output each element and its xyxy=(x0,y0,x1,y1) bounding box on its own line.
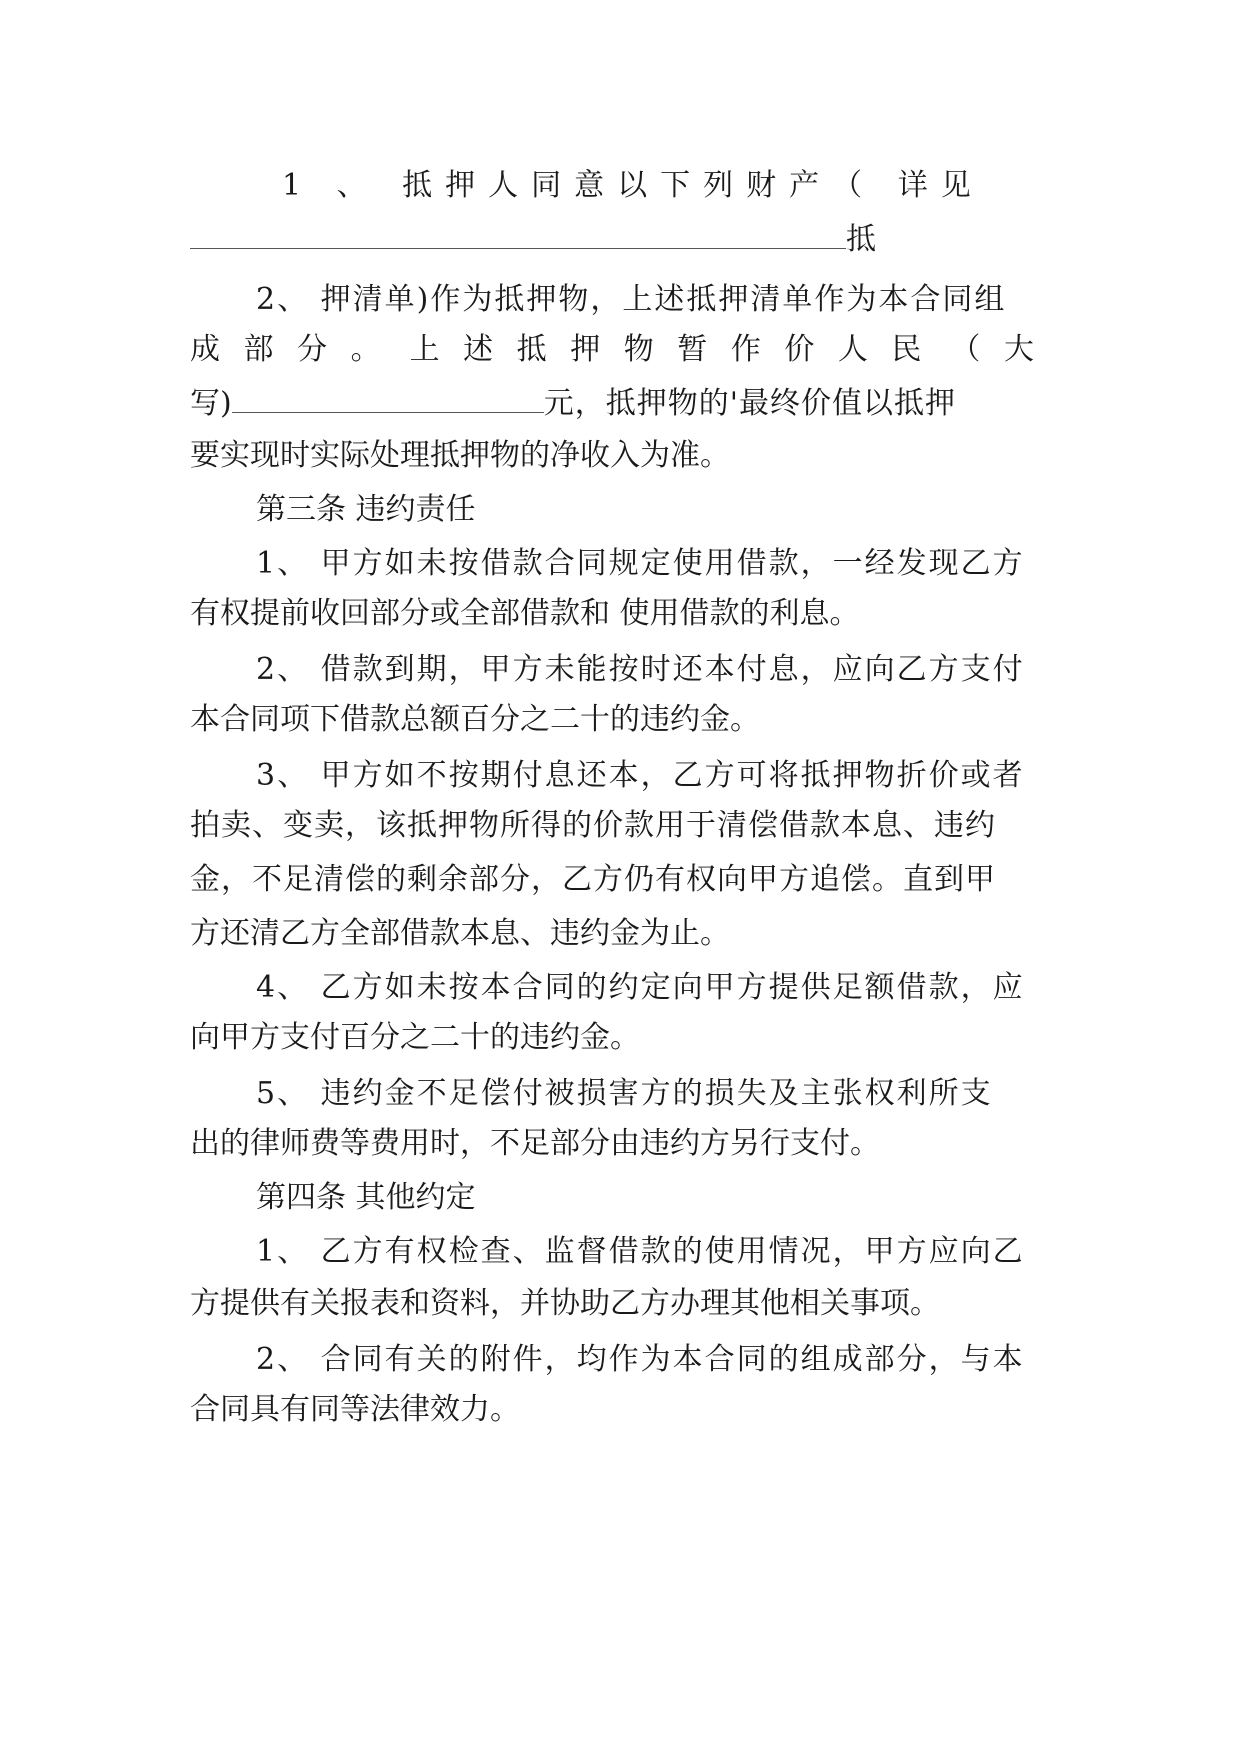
clause-2-prefix: 写) xyxy=(190,386,232,421)
clause-2-line-2: 成 部 分 。 上 述 抵 押 物 暂 作 价 人 民 （ 大 xyxy=(190,332,1041,367)
article-4-item-2-line-2: 合同具有同等法律效力。 xyxy=(190,1392,520,1427)
clause-2-suffix: 元，抵押物的'最终价值以抵押 xyxy=(543,386,956,421)
clause-1-line-1 xyxy=(190,156,1048,216)
article-4-heading: 第四条 其他约定 xyxy=(256,1180,476,1215)
clause-1-text: 1 、 抵押人同意以下列财产（ 详见 xyxy=(282,168,984,203)
article-3-item-4-line-2: 向甲方支付百分之二十的违约金。 xyxy=(190,1020,640,1055)
article-3-item-3-line-2: 拍卖、变卖，该抵押物所得的价款用于清偿借款本息、违约 xyxy=(190,808,996,843)
article-4-item-1-line-2: 方提供有关报表和资料，并协助乙方办理其他相关事项。 xyxy=(190,1286,940,1321)
clause-2-line-4: 要实现时实际处理抵押物的净收入为准。 xyxy=(190,438,730,473)
article-3-item-3-line-3: 金，不足清偿的剩余部分，乙方仍有权向甲方追偿。直到甲 xyxy=(190,862,996,897)
article-3-item-1-line-2: 有权提前收回部分或全部借款和 使用借款的利息。 xyxy=(190,596,860,631)
article-3-item-3-line-4: 方还清乙方全部借款本息、违约金为止。 xyxy=(190,916,730,951)
article-3-item-3-line-1: 3、 甲方如不按期付息还本，乙方可将抵押物折价或者 xyxy=(256,758,1025,793)
clause-2-line-3 xyxy=(190,374,1048,434)
article-3-heading: 第三条 违约责任 xyxy=(256,492,476,527)
clause-1-tail: 抵 xyxy=(846,222,876,257)
article-3-item-5-line-2: 出的律师费等费用时，不足部分由违约方另行支付。 xyxy=(190,1126,880,1161)
article-4-item-1-line-1: 1、 乙方有权检查、监督借款的使用情况，甲方应向乙 xyxy=(256,1234,1025,1269)
article-3-item-1-line-1: 1、 甲方如未按借款合同规定使用借款，一经发现乙方 xyxy=(256,546,1025,581)
clause-2-line-1: 2、 押清单)作为抵押物，上述抵押清单作为本合同组 xyxy=(256,282,1007,317)
article-3-item-4-line-1: 4、 乙方如未按本合同的约定向甲方提供足额借款，应 xyxy=(256,970,1025,1005)
valuation-amount-blank[interactable] xyxy=(232,376,544,413)
article-3-item-5-line-1: 5、 违约金不足偿付被损害方的损失及主张权利所支 xyxy=(256,1076,993,1111)
article-3-item-2-line-1: 2、 借款到期，甲方未能按时还本付息，应向乙方支付 xyxy=(256,652,1025,687)
article-4-item-2-line-1: 2、 合同有关的附件，均作为本合同的组成部分，与本 xyxy=(256,1342,1025,1377)
article-3-item-2-line-2: 本合同项下借款总额百分之二十的违约金。 xyxy=(190,702,760,737)
clause-1-line-2 xyxy=(190,210,1048,270)
property-list-blank[interactable] xyxy=(190,212,846,249)
